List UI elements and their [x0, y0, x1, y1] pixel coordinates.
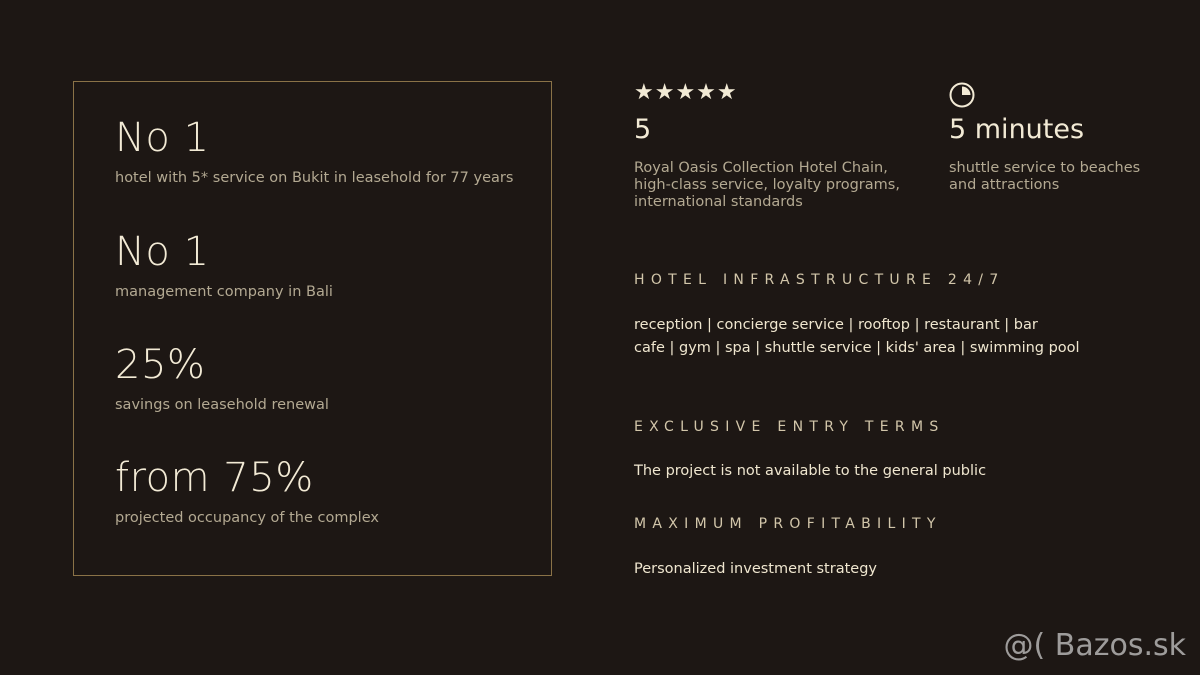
profitability-title: MAXIMUM PROFITABILITY: [634, 516, 942, 532]
rating-description: [634, 160, 924, 211]
clock-icon: [949, 82, 975, 108]
stat-value: No 1: [115, 229, 210, 275]
stat-label: savings on leasehold renewal: [115, 397, 329, 413]
infrastructure-line: cafe | gym | spa | shuttle service | kids' area | swimming pool: [634, 340, 1080, 356]
rating-description-line: international standards: [634, 194, 803, 210]
infrastructure-title: HOTEL INFRASTRUCTURE 24/7: [634, 272, 1005, 288]
shuttle-block: [949, 82, 1179, 194]
shuttle-description-line: and attractions: [949, 177, 1060, 193]
rating-description-line: high-class service, loyalty programs,: [634, 177, 900, 193]
shuttle-description: [949, 160, 1179, 194]
stat-savings: [115, 342, 329, 413]
infrastructure-line: reception | concierge service | rooftop | restaurant | bar: [634, 317, 1038, 333]
shuttle-description-line: shuttle service to beaches: [949, 160, 1141, 176]
watermark: @( Bazos.sk: [1003, 628, 1186, 663]
rating-value: 5: [634, 114, 652, 145]
stat-label: management company in Bali: [115, 284, 333, 300]
profitability-text: Personalized investment strategy: [634, 561, 877, 577]
shuttle-value: 5 minutes: [949, 114, 1085, 145]
entry-terms-text: The project is not available to the general public: [634, 463, 987, 479]
stat-value: from 75%: [115, 455, 314, 501]
stat-label: projected occupancy of the complex: [115, 510, 379, 526]
stat-label: hotel with 5* service on Bukit in leasehold for 77 years: [115, 170, 514, 186]
stat-hotel-rank: [115, 115, 514, 186]
rating-block: [634, 82, 924, 211]
stat-occupancy: [115, 455, 379, 526]
key-stats-panel: [73, 81, 552, 576]
infrastructure-list: [634, 314, 1080, 360]
stat-management-rank: [115, 229, 333, 300]
five-star-icon: ★★★★★: [634, 80, 738, 105]
entry-terms-title: EXCLUSIVE ENTRY TERMS: [634, 419, 945, 435]
stat-value: No 1: [115, 115, 210, 161]
rating-description-line: Royal Oasis Collection Hotel Chain,: [634, 160, 888, 176]
stat-value: 25%: [115, 342, 206, 388]
